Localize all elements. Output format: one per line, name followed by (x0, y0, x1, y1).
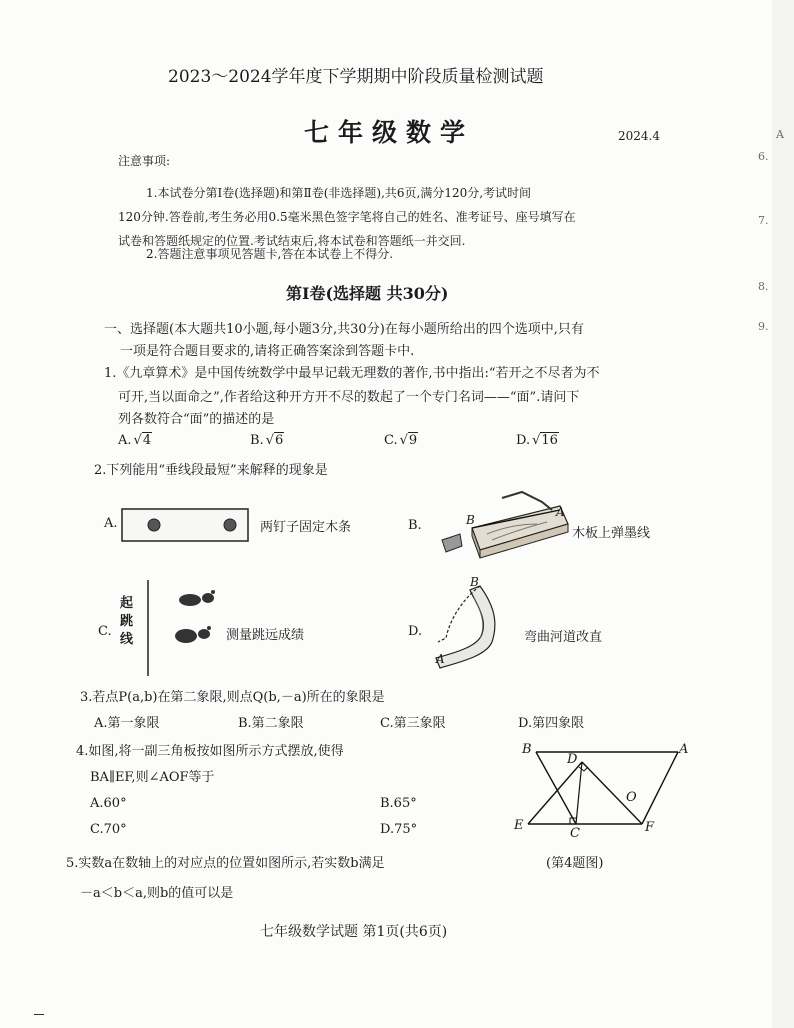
q5-line2: －a＜b＜a,则b的值可以是 (80, 886, 234, 901)
edge-mark: 6. (758, 150, 769, 163)
edge-mark: A (776, 128, 784, 141)
q2-option-b-caption: 木板上弹墨线 (572, 526, 651, 541)
notes-item1-line1: 1.本试卷分第Ⅰ卷(选择题)和第Ⅱ卷(非选择题),共6页,满分120分,考试时间 (146, 186, 532, 200)
q3-option-c: C.第三象限 (380, 716, 446, 731)
q4-triangle-figure (512, 742, 702, 842)
q2-option-d-caption: 弯曲河道改直 (524, 630, 603, 645)
q1-option-b: B. √6 (250, 433, 284, 448)
notes-item1-line2: 120分钟.答卷前,考生务必用0.5毫米黑色签字笔将自己的姓名、准考证号、座号填写在 (118, 210, 576, 224)
q2-stem: 2.下列能用“垂线段最短”来解释的现象是 (94, 463, 328, 478)
q1-line2: 可开,当以面命之”,作者给这种开方开不尽的数起了一个专门名词——“面”.请问下 (118, 390, 580, 405)
notes-item2: 2.答题注意事项见答题卡,答在本试卷上不得分. (146, 247, 394, 261)
fig-b-label-b: B (466, 513, 475, 527)
q2-option-b-letter: B. (408, 518, 422, 533)
fig4-label-a: A (679, 742, 689, 757)
notes-item1-line3: 试卷和答题纸规定的位置.考试结束后,将本试卷和答题纸一并交回. (118, 234, 466, 248)
q4-option-a: A.60° (90, 796, 127, 811)
page-footer: 七年级数学试题 第1页(共6页) (260, 924, 448, 940)
takeoff-line-label: 起跳线 (120, 596, 134, 647)
section-intro-line1: 一、选择题(本大题共10小题,每小题3分,共30分)在每小题所给出的四个选项中,只有 (104, 322, 584, 337)
edge-mark: 9. (758, 320, 769, 333)
q2-option-a-caption: 两钉子固定木条 (260, 520, 352, 535)
q2-option-a-letter: A. (104, 516, 118, 531)
fig4-label-b: B (522, 742, 532, 757)
q3-option-d: D.第四象限 (518, 716, 585, 731)
q3-option-b: B.第二象限 (238, 716, 304, 731)
q3-option-a: A.第一象限 (94, 716, 160, 731)
fig-d-label-b: B (470, 575, 479, 589)
exam-date: 2024.4 (618, 129, 660, 143)
fig4-caption: (第4题图) (546, 856, 604, 871)
q2-option-d-letter: D. (408, 624, 423, 639)
notes-heading: 注意事项: (118, 154, 171, 168)
section-intro-line2: 一项是符合题目要求的,请将正确答案涂到答题卡中. (120, 344, 415, 359)
fig4-label-f: F (645, 820, 655, 835)
q4-option-b: B.65° (380, 796, 417, 811)
q4-line1: 4.如图,将一副三角板按如图所示方式摆放,使得 (76, 744, 344, 759)
q2-option-c-letter: C. (98, 624, 112, 639)
q5-line1: 5.实数a在数轴上的对应点的位置如图所示,若实数b满足 (66, 856, 385, 871)
adjacent-page-edge (758, 0, 794, 1028)
river-figure (430, 578, 530, 678)
fig4-label-e: E (514, 818, 524, 833)
fig4-label-o: O (626, 790, 637, 805)
q1-option-d: D. √16 (516, 433, 558, 448)
section-title: 第Ⅰ卷(选择题 共30分) (286, 284, 449, 303)
fig-b-label-a: A (556, 505, 565, 519)
subject-title: 七年级数学 (304, 118, 475, 147)
q2-option-c-caption: 测量跳远成绩 (226, 628, 305, 643)
ink-line-board-figure (432, 488, 582, 562)
fig-d-label-a: A (436, 652, 445, 666)
q1-option-c: C. √9 (384, 433, 418, 448)
q4-option-c: C.70° (90, 822, 127, 837)
nailed-strip-figure (122, 507, 252, 543)
long-jump-figure (140, 580, 230, 680)
exam-title: 2023～2024学年度下学期期中阶段质量检测试题 (168, 67, 544, 87)
q1-line1: 1.《九章算术》是中国传统数学中最早记载无理数的著作,书中指出:“若开之不尽者为不 (104, 366, 600, 381)
edge-mark: 8. (758, 280, 769, 293)
q4-option-d: D.75° (380, 822, 418, 837)
q1-line3: 列各数符合“面”的描述的是 (118, 412, 275, 427)
fig4-label-d: D (567, 752, 578, 767)
q1-option-a: A. √4 (118, 433, 152, 448)
q4-line2: BA∥EF,则∠AOF等于 (90, 770, 215, 785)
corner-tick (34, 1014, 44, 1015)
edge-mark: 7. (758, 214, 769, 227)
fig4-label-c: C (570, 826, 580, 841)
q3-stem: 3.若点P(a,b)在第二象限,则点Q(b,－a)所在的象限是 (80, 690, 385, 705)
